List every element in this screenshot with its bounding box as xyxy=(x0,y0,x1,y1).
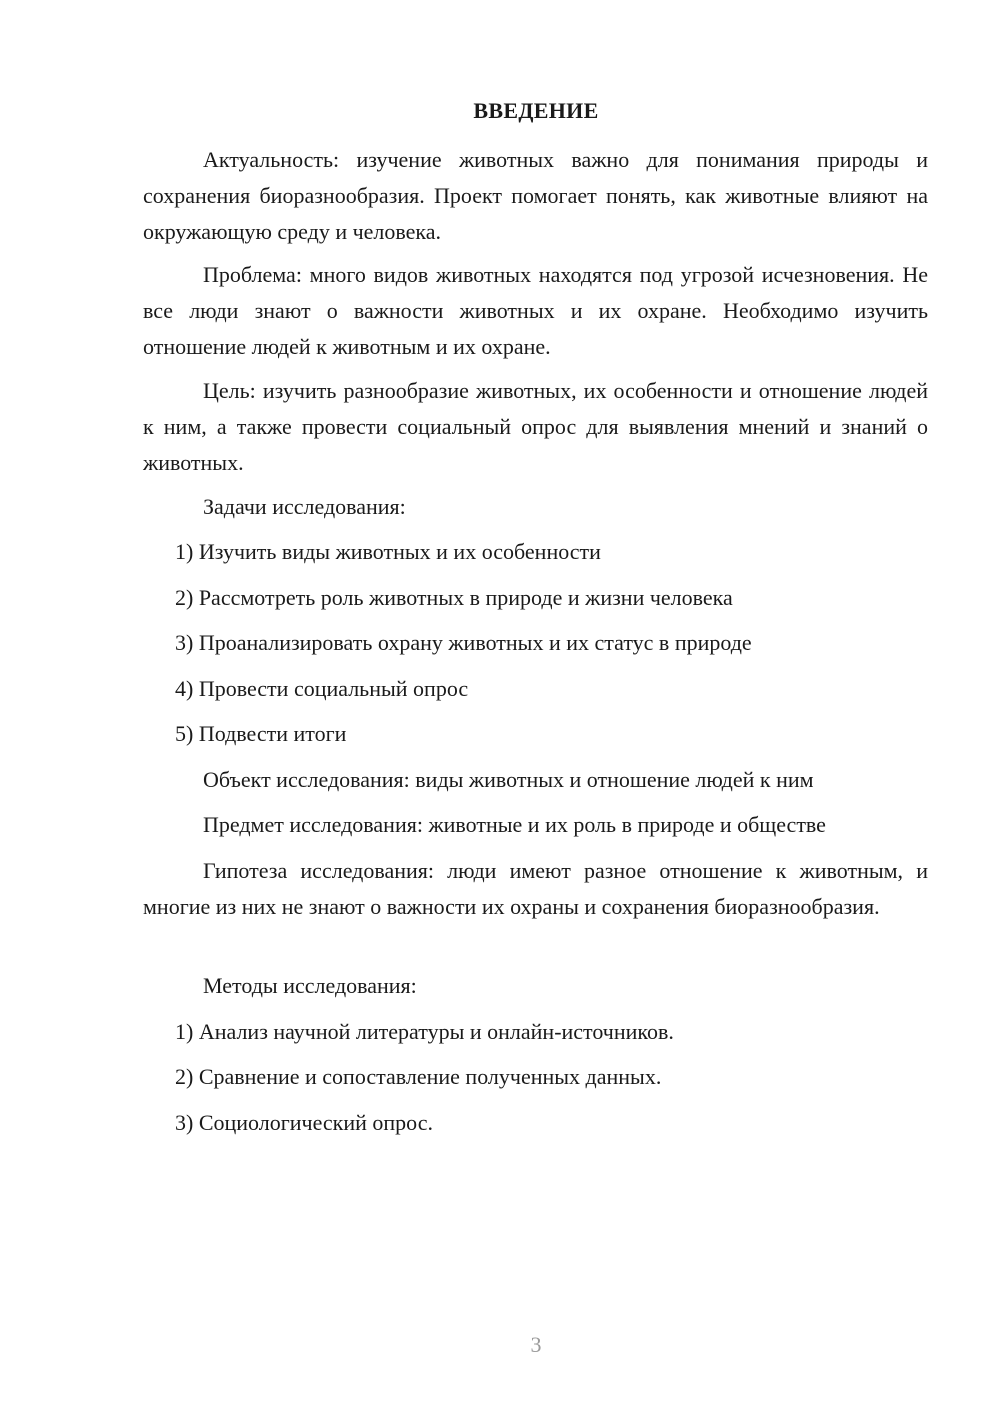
relevance-paragraph: Актуальность: изучение животных важно для понимания природы и сохранения биоразнообразия. Проект помогает понять, как животные влияют на окружающую среду и человека. xyxy=(143,147,928,244)
tasks-heading: Задачи исследования: xyxy=(203,494,406,519)
goal-paragraph: Цель: изучить разнообразие животных, их особенности и отношение людей к ним, а также провести социальный опрос для выявления мнений и знаний о животных. xyxy=(143,378,928,475)
method-item: 3) Социологический опрос. xyxy=(175,1110,433,1135)
method-item: 2) Сравнение и сопоставление полученных данных. xyxy=(175,1064,662,1089)
object-line: Объект исследования: виды животных и отношение людей к ним xyxy=(203,767,814,792)
subject-line: Предмет исследования: животные и их роль в природе и обществе xyxy=(203,812,826,837)
task-item: 2) Рассмотреть роль животных в природе и жизни человека xyxy=(175,585,733,610)
page-number: 3 xyxy=(530,1332,542,1357)
task-item: 4) Провести социальный опрос xyxy=(175,676,469,701)
page-title: ВВЕДЕНИЕ xyxy=(473,98,599,123)
task-item: 1) Изучить виды животных и их особенности xyxy=(175,539,601,564)
task-item: 5) Подвести итоги xyxy=(175,721,347,746)
task-item: 3) Проанализировать охрану животных и их статус в природе xyxy=(175,630,752,655)
problem-paragraph: Проблема: много видов животных находятся под угрозой исчезновения. Не все люди знают о важности животных и их охране. Необходимо изучить отношение людей к животным и их охране. xyxy=(143,262,928,359)
hypothesis-paragraph: Гипотеза исследования: люди имеют разное отношение к животным, и многие из них не знают о важности их охраны и сохранения биоразнообразия. xyxy=(143,858,928,919)
method-item: 1) Анализ научной литературы и онлайн-источников. xyxy=(175,1019,674,1044)
methods-heading: Методы исследования: xyxy=(203,973,417,998)
